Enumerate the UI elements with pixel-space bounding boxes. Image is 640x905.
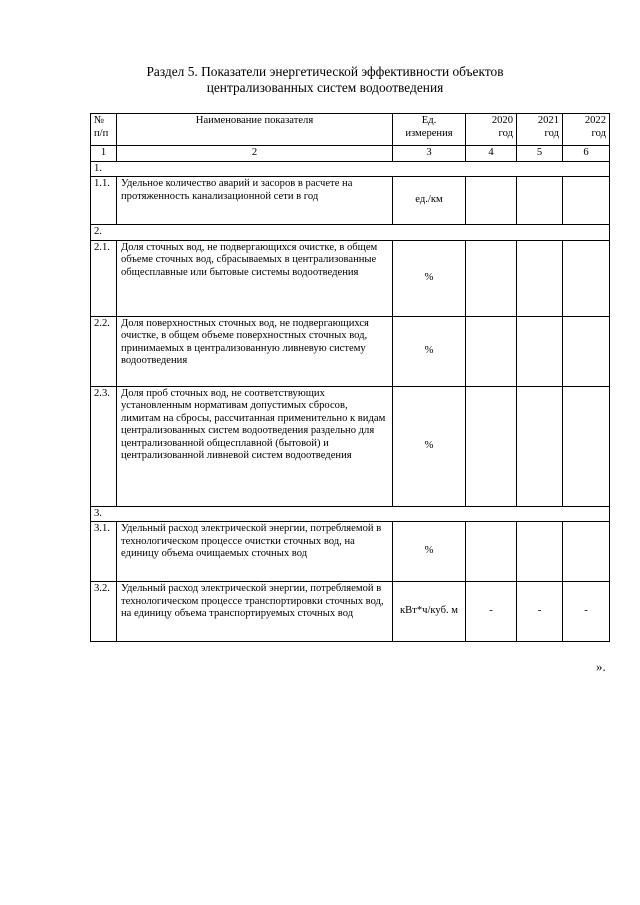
- row-unit: ед./км: [393, 177, 466, 225]
- header-2020: 2020 год: [466, 114, 517, 146]
- row-2021: [517, 316, 563, 386]
- index-row: [91, 146, 610, 162]
- row-2022: [563, 522, 610, 582]
- row-name: Доля проб сточных вод, не соответствующих установленным нормативам допустимых сбросов, лимитам на сбросы, рассчитанная применительно к видам централизованных систем водоотведения раздельно для централизованной общесплавной (бытовой) и централизованной ливневой систем водоотведения: [117, 386, 393, 506]
- row-name: Доля сточных вод, не подвергающихся очистке, в общем объеме сточных вод, сбрасываемых в централизованные общесплавные или бытовые системы водоотведения: [117, 240, 393, 316]
- table-row: [91, 240, 610, 316]
- index-cell: 6: [563, 146, 610, 162]
- index-cell: 2: [117, 146, 393, 162]
- section-row-2: [91, 225, 610, 241]
- section-number: 1.: [91, 161, 610, 177]
- table-row: [91, 386, 610, 506]
- header-num: № п/п: [91, 114, 117, 146]
- row-2022: [563, 177, 610, 225]
- row-2020: [466, 522, 517, 582]
- row-2022: -: [563, 582, 610, 642]
- row-num: 3.2.: [91, 582, 117, 642]
- row-2021: [517, 240, 563, 316]
- row-name: Удельный расход электрической энергии, потребляемой в технологическом процессе транспортировки сточных вод, на единицу объема транспортируемых сточных вод: [117, 582, 393, 642]
- row-num: 2.1.: [91, 240, 117, 316]
- indicators-table: [90, 113, 610, 642]
- header-2021: 2021 год: [517, 114, 563, 146]
- row-unit: %: [393, 522, 466, 582]
- table-header-row: [91, 114, 610, 146]
- row-2022: [563, 240, 610, 316]
- closing-quote-mark: ».: [596, 659, 606, 674]
- row-num: 3.1.: [91, 522, 117, 582]
- header-name: Наименование показателя: [117, 114, 393, 146]
- index-cell: 5: [517, 146, 563, 162]
- section-number: 3.: [91, 506, 610, 522]
- header-unit: Ед. измерения: [393, 114, 466, 146]
- row-name: Удельное количество аварий и засоров в расчете на протяженность канализационной сети в год: [117, 177, 393, 225]
- title-line-1: Раздел 5. Показатели энергетической эффективности объектов: [146, 64, 504, 79]
- index-cell: 4: [466, 146, 517, 162]
- row-name: Удельный расход электрической энергии, потребляемой в технологическом процессе очистки сточных вод, на единицу объема очищаемых сточных вод: [117, 522, 393, 582]
- section-row-3: [91, 506, 610, 522]
- row-2021: [517, 177, 563, 225]
- row-2021: [517, 522, 563, 582]
- row-num: 1.1.: [91, 177, 117, 225]
- table-row: [91, 177, 610, 225]
- section-row-1: [91, 161, 610, 177]
- row-2022: [563, 316, 610, 386]
- row-unit: кВт*ч/куб. м: [393, 582, 466, 642]
- row-2020: -: [466, 582, 517, 642]
- row-2020: [466, 316, 517, 386]
- table-row: [91, 582, 610, 642]
- row-2021: -: [517, 582, 563, 642]
- row-2020: [466, 386, 517, 506]
- row-2021: [517, 386, 563, 506]
- section-title: [90, 64, 560, 95]
- row-unit: %: [393, 316, 466, 386]
- row-2020: [466, 240, 517, 316]
- section-number: 2.: [91, 225, 610, 241]
- row-num: 2.3.: [91, 386, 117, 506]
- table-row: [91, 316, 610, 386]
- row-unit: %: [393, 240, 466, 316]
- title-line-2: централизованных систем водоотведения: [206, 79, 444, 95]
- row-name: Доля поверхностных сточных вод, не подвергающихся очистке, в общем объеме поверхностных сточных вод, принимаемых в централизованную ливневую систему водоотведения: [117, 316, 393, 386]
- row-unit: %: [393, 386, 466, 506]
- index-cell: 3: [393, 146, 466, 162]
- index-cell: 1: [91, 146, 117, 162]
- row-num: 2.2.: [91, 316, 117, 386]
- table-row: [91, 522, 610, 582]
- row-2022: [563, 386, 610, 506]
- header-2022: 2022 год: [563, 114, 610, 146]
- row-2020: [466, 177, 517, 225]
